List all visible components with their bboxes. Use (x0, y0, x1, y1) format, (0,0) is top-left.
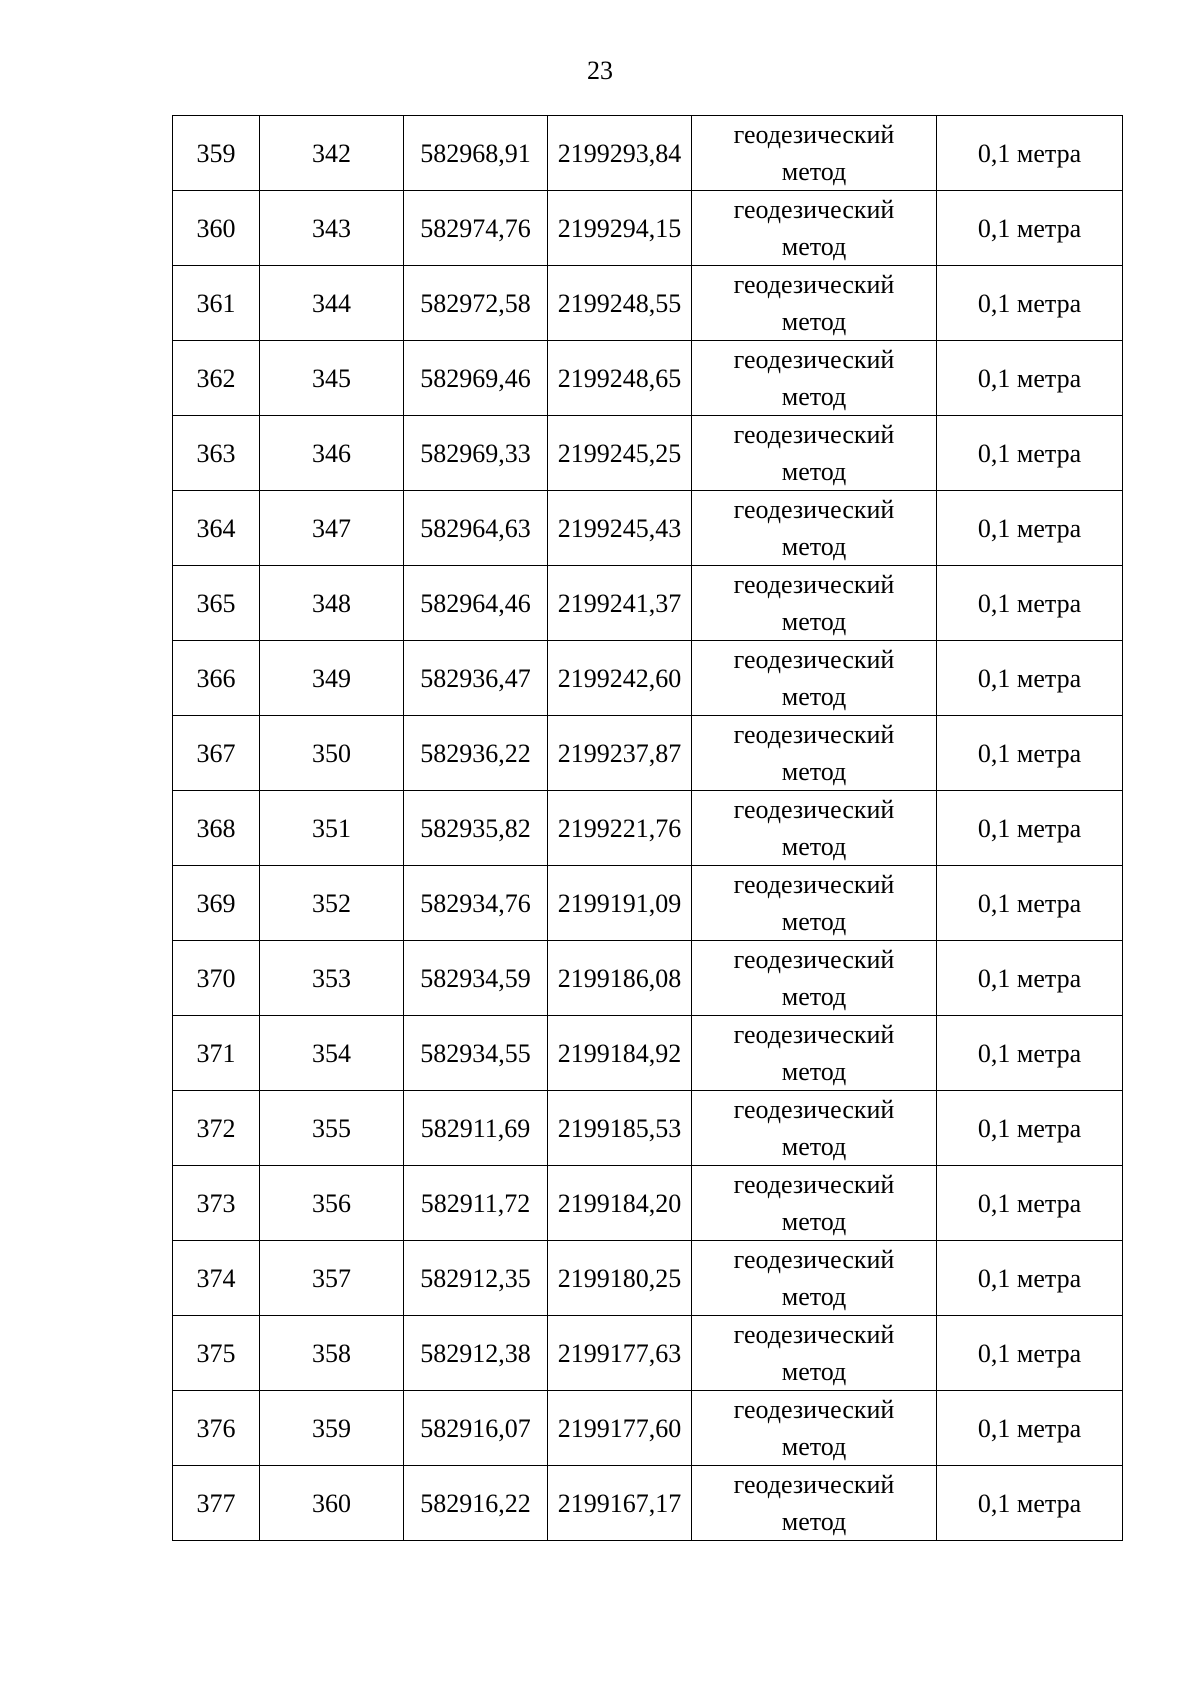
cell-method (692, 266, 937, 341)
cell-coordinate-y: 2199185,53 (548, 1091, 692, 1166)
table-row (173, 1091, 1123, 1166)
cell-accuracy: 0,1 метра (937, 1391, 1123, 1466)
cell-accuracy: 0,1 метра (937, 566, 1123, 641)
cell-coordinate-x: 582964,63 (404, 491, 548, 566)
cell-accuracy: 0,1 метра (937, 491, 1123, 566)
cell-accuracy: 0,1 метра (937, 1166, 1123, 1241)
method-line-1: геодезический (733, 1320, 895, 1349)
method-line-1: геодезический (733, 1020, 895, 1049)
method-line-2: метод (781, 307, 847, 336)
method-line-2: метод (781, 832, 847, 861)
table-row (173, 641, 1123, 716)
cell-accuracy: 0,1 метра (937, 941, 1123, 1016)
method-line-1: геодезический (733, 1395, 895, 1424)
cell-point-number: 361 (173, 266, 260, 341)
cell-point-number: 365 (173, 566, 260, 641)
cell-coordinate-x: 582936,22 (404, 716, 548, 791)
method-line-2: метод (781, 457, 847, 486)
table-row (173, 491, 1123, 566)
cell-accuracy: 0,1 метра (937, 341, 1123, 416)
cell-point-number: 367 (173, 716, 260, 791)
cell-method (692, 341, 937, 416)
cell-coordinate-x: 582912,38 (404, 1316, 548, 1391)
method-line-1: геодезический (733, 1470, 895, 1499)
cell-method (692, 941, 937, 1016)
cell-point-number: 369 (173, 866, 260, 941)
cell-coordinate-y: 2199184,20 (548, 1166, 692, 1241)
cell-boundary-number: 347 (260, 491, 404, 566)
cell-boundary-number: 342 (260, 116, 404, 191)
method-line-1: геодезический (733, 645, 895, 674)
table-row (173, 1016, 1123, 1091)
cell-point-number: 377 (173, 1466, 260, 1541)
cell-accuracy: 0,1 метра (937, 266, 1123, 341)
cell-coordinate-y: 2199177,60 (548, 1391, 692, 1466)
method-line-1: геодезический (733, 120, 895, 149)
cell-boundary-number: 346 (260, 416, 404, 491)
cell-point-number: 376 (173, 1391, 260, 1466)
cell-coordinate-y: 2199221,76 (548, 791, 692, 866)
cell-coordinate-x: 582911,69 (404, 1091, 548, 1166)
method-line-1: геодезический (733, 945, 895, 974)
method-line-1: геодезический (733, 270, 895, 299)
cell-coordinate-y: 2199245,25 (548, 416, 692, 491)
method-line-1: геодезический (733, 720, 895, 749)
cell-accuracy: 0,1 метра (937, 866, 1123, 941)
coordinates-table-body (173, 116, 1123, 1541)
cell-boundary-number: 356 (260, 1166, 404, 1241)
table-row (173, 191, 1123, 266)
cell-boundary-number: 344 (260, 266, 404, 341)
cell-boundary-number: 352 (260, 866, 404, 941)
cell-method (692, 866, 937, 941)
page-number: 23 (587, 56, 613, 85)
cell-coordinate-x: 582934,55 (404, 1016, 548, 1091)
cell-boundary-number: 357 (260, 1241, 404, 1316)
cell-point-number: 375 (173, 1316, 260, 1391)
cell-coordinate-x: 582935,82 (404, 791, 548, 866)
cell-boundary-number: 358 (260, 1316, 404, 1391)
table-row (173, 1316, 1123, 1391)
cell-coordinate-x: 582972,58 (404, 266, 548, 341)
cell-coordinate-x: 582911,72 (404, 1166, 548, 1241)
table-row (173, 566, 1123, 641)
cell-coordinate-y: 2199167,17 (548, 1466, 692, 1541)
method-line-2: метод (781, 382, 847, 411)
table-row (173, 866, 1123, 941)
method-line-1: геодезический (733, 570, 895, 599)
method-line-1: геодезический (733, 870, 895, 899)
cell-point-number: 359 (173, 116, 260, 191)
cell-boundary-number: 348 (260, 566, 404, 641)
cell-boundary-number: 349 (260, 641, 404, 716)
table-row (173, 416, 1123, 491)
cell-coordinate-y: 2199191,09 (548, 866, 692, 941)
cell-coordinate-x: 582934,59 (404, 941, 548, 1016)
table-row (173, 1166, 1123, 1241)
cell-coordinate-y: 2199248,55 (548, 266, 692, 341)
method-line-2: метод (781, 757, 847, 786)
cell-method (692, 191, 937, 266)
cell-method (692, 116, 937, 191)
method-line-2: метод (781, 982, 847, 1011)
cell-coordinate-x: 582912,35 (404, 1241, 548, 1316)
cell-point-number: 372 (173, 1091, 260, 1166)
cell-point-number: 368 (173, 791, 260, 866)
table-row (173, 791, 1123, 866)
cell-accuracy: 0,1 метра (937, 791, 1123, 866)
cell-boundary-number: 351 (260, 791, 404, 866)
cell-coordinate-x: 582964,46 (404, 566, 548, 641)
cell-accuracy: 0,1 метра (937, 1016, 1123, 1091)
cell-accuracy: 0,1 метра (937, 716, 1123, 791)
cell-coordinate-y: 2199177,63 (548, 1316, 692, 1391)
method-line-1: геодезический (733, 795, 895, 824)
cell-point-number: 374 (173, 1241, 260, 1316)
cell-boundary-number: 350 (260, 716, 404, 791)
table-row (173, 716, 1123, 791)
cell-point-number: 364 (173, 491, 260, 566)
table-row (173, 941, 1123, 1016)
cell-coordinate-y: 2199184,92 (548, 1016, 692, 1091)
cell-coordinate-x: 582936,47 (404, 641, 548, 716)
cell-method (692, 641, 937, 716)
table-row (173, 116, 1123, 191)
cell-coordinate-y: 2199248,65 (548, 341, 692, 416)
cell-point-number: 373 (173, 1166, 260, 1241)
cell-method (692, 1166, 937, 1241)
method-line-2: метод (781, 607, 847, 636)
method-line-1: геодезический (733, 1095, 895, 1124)
cell-method (692, 416, 937, 491)
cell-boundary-number: 355 (260, 1091, 404, 1166)
cell-method (692, 1466, 937, 1541)
cell-accuracy: 0,1 метра (937, 1091, 1123, 1166)
cell-coordinate-x: 582974,76 (404, 191, 548, 266)
cell-point-number: 360 (173, 191, 260, 266)
cell-coordinate-x: 582934,76 (404, 866, 548, 941)
table-row (173, 266, 1123, 341)
method-line-1: геодезический (733, 195, 895, 224)
method-line-2: метод (781, 1507, 847, 1536)
cell-accuracy: 0,1 метра (937, 116, 1123, 191)
method-line-1: геодезический (733, 1245, 895, 1274)
table-row (173, 1391, 1123, 1466)
table-row (173, 341, 1123, 416)
method-line-2: метод (781, 1132, 847, 1161)
cell-method (692, 491, 937, 566)
cell-accuracy: 0,1 метра (937, 1241, 1123, 1316)
cell-boundary-number: 345 (260, 341, 404, 416)
cell-boundary-number: 343 (260, 191, 404, 266)
cell-boundary-number: 353 (260, 941, 404, 1016)
cell-point-number: 370 (173, 941, 260, 1016)
cell-method (692, 1016, 937, 1091)
method-line-2: метод (781, 1282, 847, 1311)
cell-coordinate-x: 582968,91 (404, 116, 548, 191)
method-line-2: метод (781, 232, 847, 261)
method-line-1: геодезический (733, 1170, 895, 1199)
cell-coordinate-x: 582969,46 (404, 341, 548, 416)
cell-coordinate-y: 2199237,87 (548, 716, 692, 791)
method-line-1: геодезический (733, 495, 895, 524)
cell-coordinate-x: 582916,22 (404, 1466, 548, 1541)
cell-method (692, 1391, 937, 1466)
cell-coordinate-x: 582916,07 (404, 1391, 548, 1466)
cell-accuracy: 0,1 метра (937, 1316, 1123, 1391)
cell-method (692, 1241, 937, 1316)
method-line-2: метод (781, 907, 847, 936)
cell-method (692, 566, 937, 641)
coordinates-table (172, 115, 1123, 1541)
method-line-2: метод (781, 1432, 847, 1461)
cell-point-number: 366 (173, 641, 260, 716)
cell-coordinate-y: 2199242,60 (548, 641, 692, 716)
cell-point-number: 362 (173, 341, 260, 416)
cell-coordinate-y: 2199245,43 (548, 491, 692, 566)
cell-coordinate-y: 2199241,37 (548, 566, 692, 641)
cell-accuracy: 0,1 метра (937, 416, 1123, 491)
cell-coordinate-y: 2199293,84 (548, 116, 692, 191)
method-line-1: геодезический (733, 345, 895, 374)
method-line-2: метод (781, 1057, 847, 1086)
cell-boundary-number: 354 (260, 1016, 404, 1091)
cell-coordinate-y: 2199294,15 (548, 191, 692, 266)
method-line-2: метод (781, 1207, 847, 1236)
table-row (173, 1466, 1123, 1541)
method-line-2: метод (781, 157, 847, 186)
cell-method (692, 716, 937, 791)
cell-method (692, 791, 937, 866)
method-line-2: метод (781, 1357, 847, 1386)
cell-accuracy: 0,1 метра (937, 641, 1123, 716)
cell-point-number: 371 (173, 1016, 260, 1091)
cell-accuracy: 0,1 метра (937, 191, 1123, 266)
cell-coordinate-x: 582969,33 (404, 416, 548, 491)
cell-boundary-number: 360 (260, 1466, 404, 1541)
cell-method (692, 1091, 937, 1166)
cell-boundary-number: 359 (260, 1391, 404, 1466)
method-line-1: геодезический (733, 420, 895, 449)
table-row (173, 1241, 1123, 1316)
cell-accuracy: 0,1 метра (937, 1466, 1123, 1541)
method-line-2: метод (781, 682, 847, 711)
method-line-2: метод (781, 532, 847, 561)
cell-method (692, 1316, 937, 1391)
cell-point-number: 363 (173, 416, 260, 491)
cell-coordinate-y: 2199180,25 (548, 1241, 692, 1316)
cell-coordinate-y: 2199186,08 (548, 941, 692, 1016)
